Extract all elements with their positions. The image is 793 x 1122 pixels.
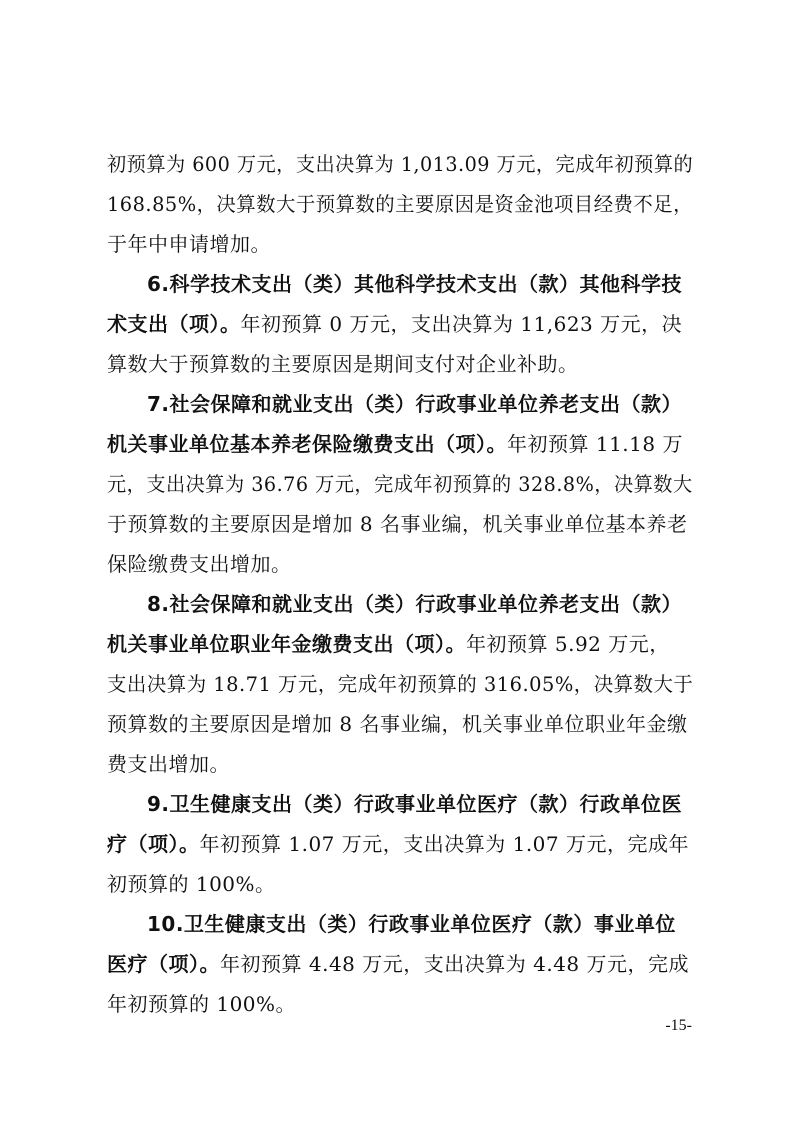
line-text: 于年中申请增加。	[107, 232, 271, 256]
item-heading: 6.科学技术支出（类）其他科学技术支出（款）其他科学技	[147, 272, 683, 296]
text-line	[107, 146, 693, 182]
text-line	[107, 186, 693, 222]
text-line	[107, 426, 693, 462]
item-heading: 9.卫生健康支出（类）行政事业单位医疗（款）行政单位医	[147, 792, 683, 816]
text-line	[107, 226, 693, 262]
text-line	[107, 306, 693, 342]
text-line	[107, 466, 693, 502]
line-text: 年初预算 11.18 万	[507, 432, 683, 456]
text-line	[147, 786, 693, 822]
line-text: 支出决算为 18.71 万元，完成年初预算的 316.05%，决算数大于	[107, 672, 694, 696]
text-line	[107, 986, 693, 1022]
text-line	[147, 586, 693, 622]
line-text: 初预算的 100%。	[107, 872, 276, 896]
line-text: 费支出增加。	[107, 752, 230, 776]
text-line	[107, 746, 693, 782]
text-line	[147, 386, 693, 422]
line-text: 保险缴费支出增加。	[107, 552, 292, 576]
item-heading: 机关事业单位基本养老保险缴费支出（项）。	[107, 432, 507, 456]
item-heading: 机关事业单位职业年金缴费支出（项）。	[107, 632, 466, 656]
item-heading: 疗（项）。	[107, 832, 200, 856]
line-text: 预算数的主要原因是增加 8 名事业编，机关事业单位职业年金缴	[107, 712, 688, 736]
line-text: 算数大于预算数的主要原因是期间支付对企业补助。	[107, 352, 579, 376]
line-text: 元，支出决算为 36.76 万元，完成年初预算的 328.8%，决算数大	[107, 472, 693, 496]
line-text: 年初预算 0 万元，支出决算为 11,623 万元，决	[240, 312, 683, 336]
item-heading: 10.卫生健康支出（类）行政事业单位医疗（款）事业单位	[147, 912, 676, 936]
line-text: 168.85%，决算数大于预算数的主要原因是资金池项目经费不足，	[107, 192, 693, 216]
text-line	[107, 626, 693, 662]
text-line	[107, 826, 693, 862]
line-text: 初预算为 600 万元，支出决算为 1,013.09 万元，完成年初预算的	[107, 152, 694, 176]
text-line	[147, 906, 693, 942]
text-line	[107, 946, 693, 982]
text-line	[107, 706, 693, 742]
text-line	[147, 266, 693, 302]
text-line	[107, 666, 693, 702]
text-line	[107, 866, 693, 902]
text-line	[107, 506, 693, 542]
item-heading: 医疗（项）。	[107, 952, 220, 976]
line-text: 于预算数的主要原因是增加 8 名事业编，机关事业单位基本养老	[107, 512, 688, 536]
line-text: 年初预算 5.92 万元，	[466, 632, 670, 656]
item-heading: 7.社会保障和就业支出（类）行政事业单位养老支出（款）	[147, 392, 683, 416]
line-text: 年初预算的 100%。	[107, 992, 297, 1016]
page-number: -15-	[665, 1017, 692, 1034]
item-heading: 术支出（项）。	[107, 312, 241, 336]
line-text: 年初预算 4.48 万元，支出决算为 4.48 万元，完成	[220, 952, 689, 976]
text-line	[107, 546, 693, 582]
item-heading: 8.社会保障和就业支出（类）行政事业单位养老支出（款）	[147, 592, 683, 616]
text-line	[107, 346, 693, 382]
line-text: 年初预算 1.07 万元，支出决算为 1.07 万元，完成年	[199, 832, 689, 856]
